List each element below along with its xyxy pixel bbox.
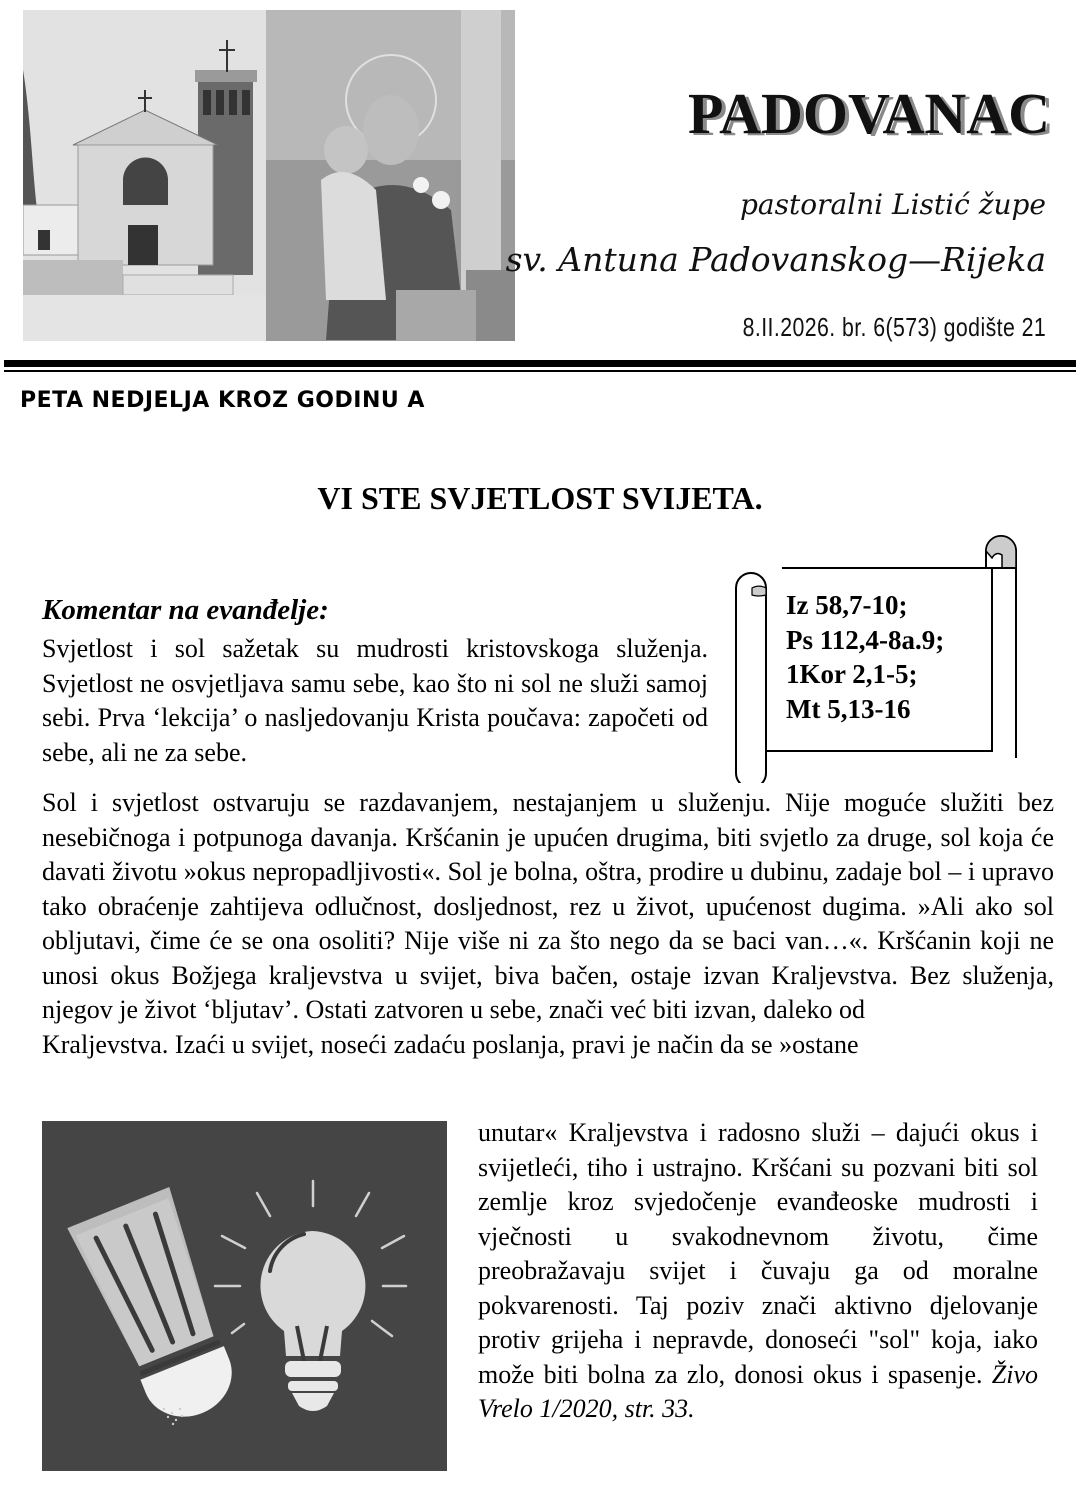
commentary-intro-paragraph: Svjetlost i sol sažetak su mudrosti kristovskoga služenja. Svjetlost ne osvjetljava samu sebe, kao što ni sol ne služi samoj sebi. Prva ‘lekcija’ o nasljedovanju Krista poučava: započeti od sebe, ali ne za sebe. — [42, 634, 708, 767]
commentary-main-paragraph — [42, 786, 1054, 1062]
reading-item: 1Kor 2,1-5; — [786, 659, 918, 689]
newsletter-title: PADOVANAC — [688, 81, 1050, 146]
reading-item: Ps 112,4-8a.9; — [786, 624, 945, 655]
article-title: VI STE SVJETLOST SVIJETA. — [317, 480, 763, 516]
header-divider-thick — [4, 360, 1076, 367]
header-divider-thin — [4, 370, 1076, 372]
church-photo — [23, 10, 266, 341]
liturgical-sunday-label: PETA NEDJELJA KROZ GODINU A — [20, 388, 425, 413]
salt-shaker-and-bulb-icon — [42, 1121, 447, 1471]
readings-list — [786, 588, 944, 726]
church-building-icon — [23, 10, 266, 341]
commentary-continuation-text: unutar« Kraljevstva i radosno služi – dajući okus i svijetleći, tiho i ustrajno. Kršćani su pozvani biti sol zemlje kroz svjedočenje evanđeoske mudrosti i vječnosti u svakodnevnom životu, čime preobražavaju svijet i čuvaju ga od moralne pokvarenosti. Taj poziv znači aktivno djelovanje protiv grijeha i nepravde, donoseći "sol" koja, iako može biti bolna za zlo, donosi okus i spasenje. — [478, 1118, 1038, 1389]
commentary-main-last-line: Kraljevstva. Izaći u svijet, noseći zadaću poslanja, pravi je način da se »ostane — [42, 1029, 859, 1059]
source-citation: Živo Vrelo 1/2020, str. 33. — [478, 1359, 1039, 1423]
commentary-continuation-paragraph — [478, 1116, 1038, 1427]
commentary-main-text: Sol i svjetlost ostvaruju se razdavanjem, nestajanjem u služenju. Nije moguće služiti bez nesebičnoga i potpunoga davanja. Kršćanin je upućen drugima, biti svjetlo za druge, sol koja će davati životu »okus nepropadljivosti«. Sol je bolna, oštra, prodire u dubinu, zadaje bol – i upravo tako obraćenje zahtijeva odlučnost, dosljednost, rez u život, upućenost dugima. »Ali ako sol obljutavi, čime će se ona osoliti? Nije više ni za što nego da se baci van…«. Kršćanin koji ne unosi okus Božjega kraljevstva u svijet, biva bačen, ostaje izvan Kraljevstva. Bez služenja, njegov je život ‘bljutav’. Ostati zatvoren u sebe, znači već biti izvan, daleko od — [42, 788, 1054, 1024]
parish-name: sv. Antuna Padovanskog—Rijeka — [505, 240, 1046, 279]
salt-and-light-illustration — [42, 1121, 447, 1471]
reading-item: Iz 58,7-10; — [786, 590, 908, 620]
reading-item: Mt 5,13-16 — [786, 693, 911, 724]
saint-painting — [266, 10, 515, 341]
newsletter-subtitle: pastoralni Listić župe — [739, 188, 1046, 221]
commentary-heading: Komentar na evanđelje: — [42, 594, 329, 626]
saint-anthony-icon — [266, 10, 515, 341]
issue-info: 8.II.2026. br. 6(573) godište 21 — [742, 312, 1046, 342]
